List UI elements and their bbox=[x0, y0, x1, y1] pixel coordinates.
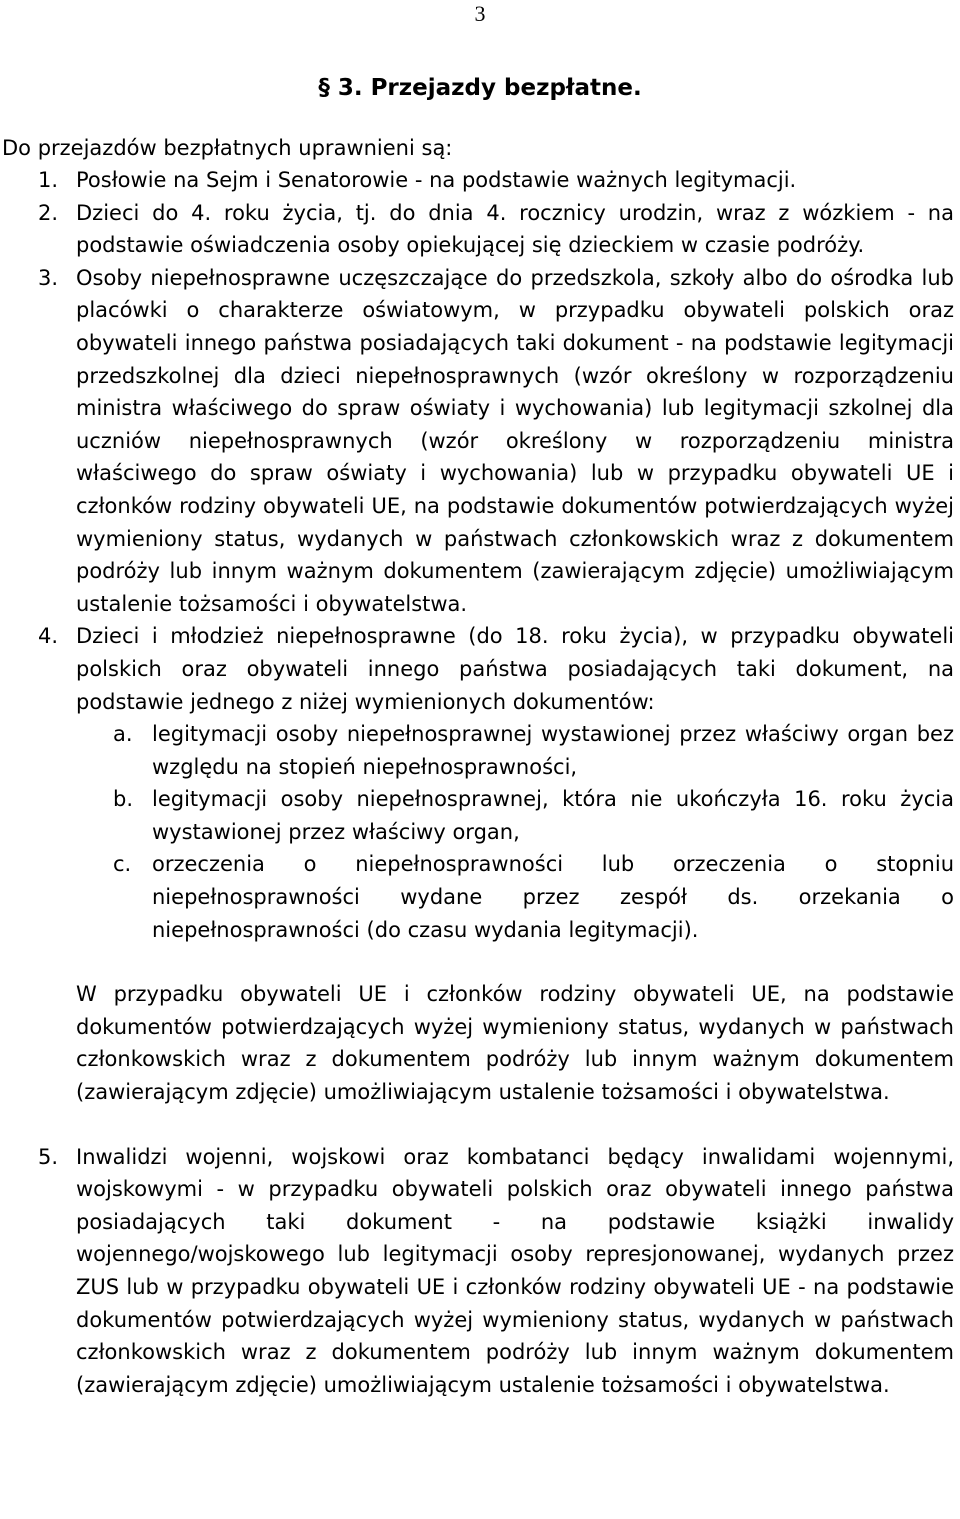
sub-list-item bbox=[0, 783, 960, 848]
list-item-number: 4. bbox=[38, 624, 59, 649]
sub-list-item-letter: b. bbox=[113, 787, 134, 812]
list-item-text: Dzieci i młodzież niepełnosprawne (do 18. roku życia), w przypadku obywateli polskich oraz obywateli innego państwa posiadających taki dokument, na podstawie jednego z niżej wymienionych dokumentów: bbox=[76, 624, 954, 714]
list-item-text: Inwalidzi wojenni, wojskowi oraz kombatanci będący inwalidami wojennymi, wojskowymi - w przypadku obywateli polskich oraz obywateli innego państwa posiadających taki dokument - na podstawie książki inwalidy wojennego/wojskowego lub legitymacji osoby represjonowanej, wydanych przez ZUS lub w przypadku obywateli UE i członków rodziny obywateli UE - na podstawie dokumentów potwierdzających wyżej wymieniony status, wydanych w państwach członkowskich wraz z dokumentem podróży lub innym ważnym dokumentem (zawierającym zdjęcie) umożliwiającym ustalenie tożsamości i obywatelstwa. bbox=[76, 1144, 954, 1397]
sub-list-item-text: orzeczenia o niepełnosprawności lub orzeczenia o stopniu niepełnosprawności wydane przez zespół ds. orzekania o niepełnosprawności (do czasu wydania legitymacji). bbox=[152, 852, 954, 942]
list-item-text: Dzieci do 4. roku życia, tj. do dnia 4. rocznicy urodzin, wraz z wózkiem - na podstawie oświadczenia osoby opiekującej się dzieckiem w czasie podróży. bbox=[76, 200, 954, 258]
sub-list-item-letter: a. bbox=[113, 722, 133, 747]
sub-list-item-text: legitymacji osoby niepełnosprawnej wystawionej przez właściwy organ bez względu na stopień niepełnosprawności, bbox=[152, 722, 954, 779]
section-heading: § 3. Przejazdy bezpłatne. bbox=[318, 75, 642, 101]
list-item bbox=[0, 1141, 960, 1402]
sub-list-item-letter: c. bbox=[113, 852, 132, 877]
list-item-text: Osoby niepełnosprawne uczęszczające do przedszkola, szkoły albo do ośrodka lub placówki o charakterze oświatowym, w przypadku obywateli polskich oraz obywateli innego państwa posiadających taki dokument - na podstawie legitymacji przedszkolnej dla dzieci niepełnosprawnych (wzór określony w rozporządzeniu ministra właściwego do spraw oświaty i wychowania) lub legitymacji szkolnej dla uczniów niepełnosprawnych (wzór określony w rozporządzeniu ministra właściwego do spraw oświaty i wychowania) lub w przypadku obywateli UE i członków rodziny obywateli UE, na podstawie dokumentów potwierdzających wyżej wymieniony status, wydanych w państwach członkowskich wraz z dokumentem podróży lub innym ważnym dokumentem (zawierającym zdjęcie) umożliwiającym ustalenie tożsamości i obywatelstwa. bbox=[76, 265, 954, 616]
list-item bbox=[0, 197, 960, 262]
list-item-number: 5. bbox=[38, 1144, 59, 1169]
sub-list-item bbox=[0, 848, 960, 946]
eu-citizens-note: W przypadku obywateli UE i członków rodziny obywateli UE, na podstawie dokumentów potwierdzających wyżej wymieniony status, wydanych w państwach członkowskich wraz z dokumentem podróży lub innym ważnym dokumentem (zawierającym zdjęcie) umożliwiającym ustalenie tożsamości i obywatelstwa. bbox=[76, 982, 954, 1105]
list-item bbox=[0, 164, 960, 197]
document-body bbox=[0, 164, 960, 1401]
list-item-text: Posłowie na Sejm i Senatorowie - na podstawie ważnych legitymacji. bbox=[76, 168, 797, 192]
list-item-number: 2. bbox=[38, 200, 59, 225]
sub-list-item-text: legitymacji osoby niepełnosprawnej, która nie ukończyła 16. roku życia wystawionej przez właściwy organ, bbox=[152, 787, 954, 844]
list-item-number: 1. bbox=[38, 168, 59, 192]
list-item bbox=[0, 262, 960, 621]
intro-text: Do przejazdów bezpłatnych uprawnieni są: bbox=[2, 136, 453, 160]
sub-list-item bbox=[0, 718, 960, 783]
list-item bbox=[0, 620, 960, 718]
list-item-number: 3. bbox=[38, 265, 59, 290]
page-number: 3 bbox=[474, 1, 486, 26]
